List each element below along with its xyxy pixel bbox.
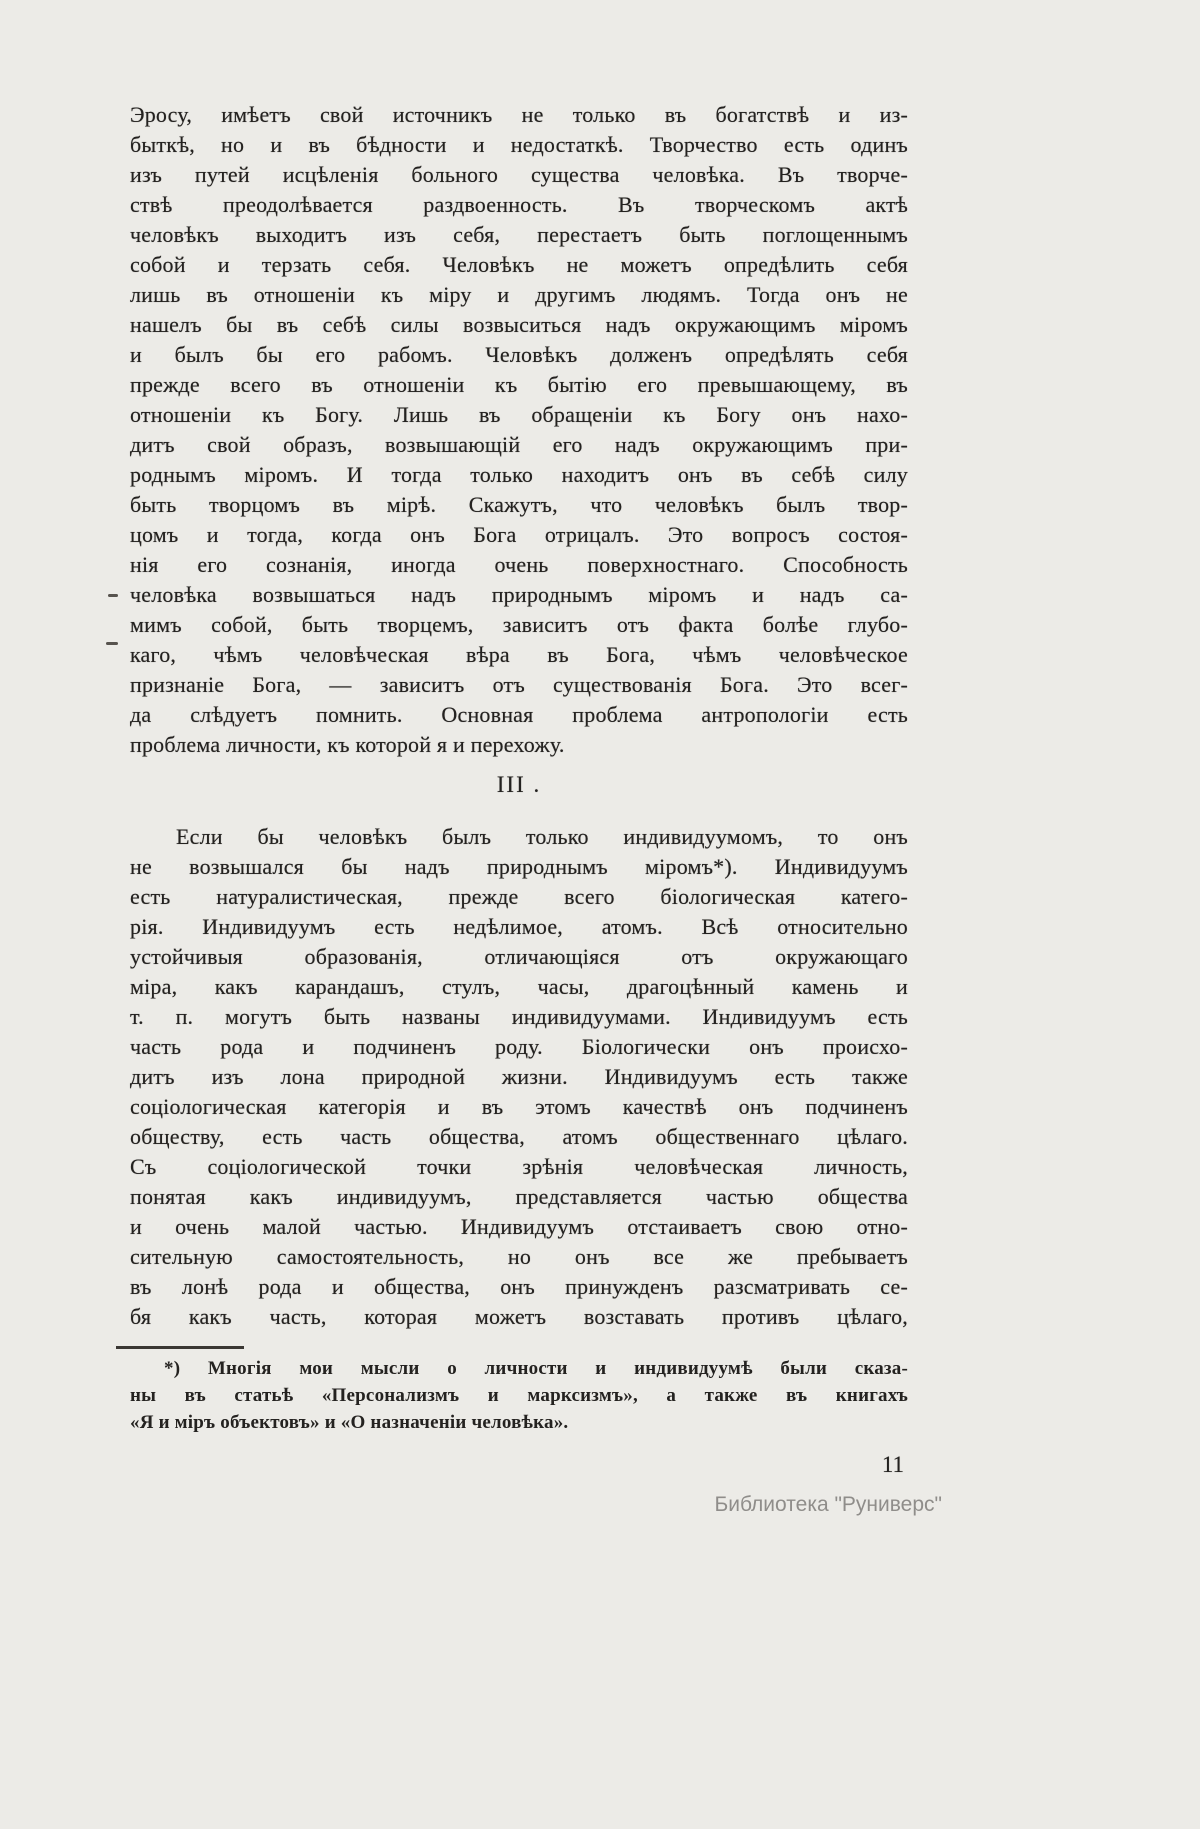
text-line: человѣкъ выходитъ изъ себя, перестаетъ быть поглощеннымъ <box>130 222 908 247</box>
paragraph-individual <box>130 822 908 1332</box>
text-line: лишь въ отношеніи къ міру и другимъ людямъ. Тогда онъ не <box>130 282 908 307</box>
footnote-divider <box>116 1346 244 1349</box>
text-line: цомъ и тогда, когда онъ Бога отрицалъ. Это вопросъ состоя- <box>130 522 908 547</box>
text-line: въ лонѣ рода и общества, онъ принужденъ разсматривать се- <box>130 1274 908 1299</box>
text-line: Если бы человѣкъ былъ только индивидуумомъ, то онъ <box>176 824 908 849</box>
text-line: обществу, есть часть общества, атомъ общественнаго цѣлаго. <box>130 1124 908 1149</box>
text-line: *) Многія мои мысли о личности и индивидуумѣ были сказа- <box>164 1358 908 1379</box>
text-line: дитъ свой образъ, возвышающій его надъ окружающимъ при- <box>130 432 908 457</box>
text-line: собой и терзать себя. Человѣкъ не можетъ опредѣлить себя <box>130 252 908 277</box>
text-line: да слѣдуетъ помнить. Основная проблема антропологіи есть <box>130 702 908 727</box>
page-text-block <box>130 100 908 1480</box>
text-line: прежде всего въ отношеніи къ бытію его превышающему, въ <box>130 372 908 397</box>
text-line: ствѣ преодолѣвается раздвоенность. Въ творческомъ актѣ <box>130 192 908 217</box>
text-line: и былъ бы его рабомъ. Человѣкъ долженъ опредѣлять себя <box>130 342 908 367</box>
footnote <box>130 1355 908 1436</box>
text-line: устойчивыя образованія, отличающіяся отъ окружающаго <box>130 944 908 969</box>
text-line: есть натуралистическая, прежде всего біологическая катего- <box>130 884 908 909</box>
text-line: т. п. могутъ быть названы индивидуумами. Индивидуумъ есть <box>130 1004 908 1029</box>
page-number: 11 <box>881 1452 904 1477</box>
section-heading: III . <box>496 772 542 797</box>
scan-artifact-mark <box>106 642 118 645</box>
text-line: дитъ изъ лона природной жизни. Индивидуумъ есть также <box>130 1064 908 1089</box>
text-line: часть рода и подчиненъ роду. Біологически онъ происхо- <box>130 1034 908 1059</box>
paragraph-continuation <box>130 100 908 760</box>
text-line: нія его сознанія, иногда очень поверхностнаго. Способность <box>130 552 908 577</box>
scan-artifact-mark <box>108 594 118 597</box>
text-line: проблема личности, къ которой я и перехожу. <box>130 732 565 757</box>
text-line: рія. Индивидуумъ есть недѣлимое, атомъ. Всѣ относительно <box>130 914 908 939</box>
text-line: «Я и міръ объектовъ» и «О назначеніи человѣка». <box>130 1412 569 1433</box>
text-line: міра, какъ карандашъ, стулъ, часы, драгоцѣнный камень и <box>130 974 908 999</box>
text-line: мимъ собой, быть творцемъ, зависитъ отъ факта болѣе глубо- <box>130 612 908 637</box>
text-line: и очень малой частью. Индивидуумъ отстаиваетъ свою отно- <box>130 1214 908 1239</box>
text-line: ны въ статьѣ «Персонализмъ и марксизмъ», а также въ книгахъ <box>130 1385 908 1406</box>
text-line: роднымъ міромъ. И тогда только находитъ онъ въ себѣ силу <box>130 462 908 487</box>
text-line: соціологическая категорія и въ этомъ качествѣ онъ подчиненъ <box>130 1094 908 1119</box>
text-line: человѣка возвышаться надъ природнымъ міромъ и надъ са- <box>130 582 908 607</box>
text-line: бя какъ часть, которая можетъ возставать противъ цѣлаго, <box>130 1304 908 1329</box>
text-line: Эросу, имѣетъ свой источникъ не только въ богатствѣ и из- <box>130 102 908 127</box>
text-line: быткѣ, но и въ бѣдности и недостаткѣ. Творчество есть одинъ <box>130 132 908 157</box>
text-line: каго, чѣмъ человѣческая вѣра въ Бога, чѣмъ человѣческое <box>130 642 908 667</box>
text-line: признаніе Бога, — зависитъ отъ существованія Бога. Это всег- <box>130 672 908 697</box>
text-line: отношеніи къ Богу. Лишь въ обращеніи къ Богу онъ нахо- <box>130 402 908 427</box>
text-line: Съ соціологической точки зрѣнія человѣческая личность, <box>130 1154 908 1179</box>
text-line: сительную самостоятельность, но онъ все же пребываетъ <box>130 1244 908 1269</box>
text-line: изъ путей исцѣленія больного существа человѣка. Въ творче- <box>130 162 908 187</box>
text-line: быть творцомъ въ мірѣ. Скажутъ, что человѣкъ былъ твор- <box>130 492 908 517</box>
library-watermark: Библиотека "Руниверс" <box>714 1493 942 1516</box>
text-line: не возвышался бы надъ природнымъ міромъ*). Индивидуумъ <box>130 854 908 879</box>
text-line: нашелъ бы въ себѣ силы возвыситься надъ окружающимъ міромъ <box>130 312 908 337</box>
text-line: понятая какъ индивидуумъ, представляется частью общества <box>130 1184 908 1209</box>
